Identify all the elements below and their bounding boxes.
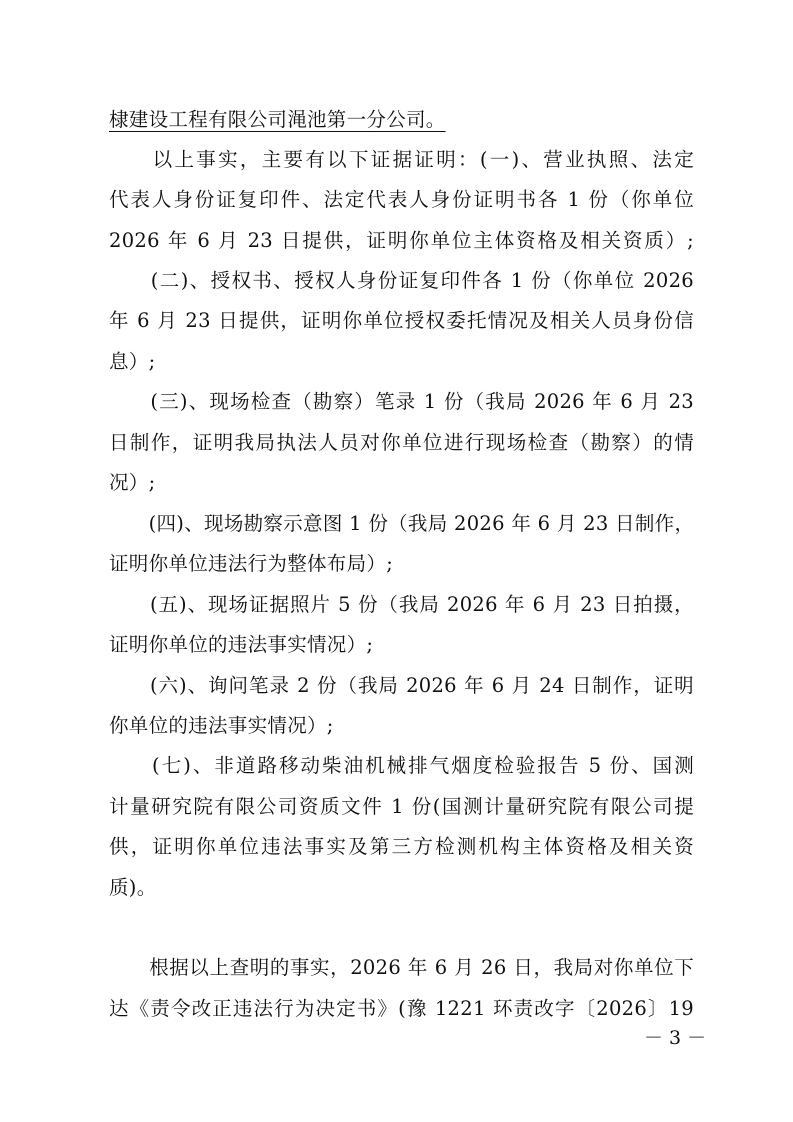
text-line-18: 计量研究院有限公司资质文件 1 份(国测计量研究院有限公司提: [109, 795, 694, 818]
text-line-6: 年 6 月 23 日提供，证明你单位授权委托情况及相关人员身份信: [109, 309, 694, 332]
text-line-21: 根据以上查明的事实，2026 年 6 月 26 日，我局对你单位下: [109, 956, 694, 979]
text-line-5: (二)、授权书、授权人身份证复印件各 1 份（你单位 2026: [109, 269, 694, 292]
text-line-11: (四)、现场勘察示意图 1 份（我局 2026 年 6 月 23 日制作，: [109, 512, 695, 535]
text-line-19: 供，证明你单位违法事实及第三方检测机构主体资格及相关资: [109, 835, 694, 858]
text-line-14: 证明你单位的违法事实情况）;: [109, 633, 374, 656]
text-line-15: (六)、询问笔录 2 份（我局 2026 年 6 月 24 日制作，证明: [109, 674, 694, 697]
text-line-13: (五)、现场证据照片 5 份（我局 2026 年 6 月 23 日拍摄，: [109, 593, 694, 616]
text-line-16: 你单位的违法事实情况）;: [109, 714, 334, 737]
text-line-12: 证明你单位违法行为整体布局）;: [109, 552, 394, 575]
text-line-2: 以上事实，主要有以下证据证明：(一)、营业执照、法定: [109, 148, 694, 171]
text-line-10: 况）;: [109, 471, 156, 494]
text-line-1: 棣建设工程有限公司渑池第一分公司。: [109, 108, 446, 131]
text-line-4: 2026 年 6 月 23 日提供，证明你单位主体资格及相关资质）;: [109, 229, 694, 252]
text-line-20: 质)。: [109, 876, 157, 899]
text-line-8: (三)、现场检查（勘察）笔录 1 份（我局 2026 年 6 月 23: [109, 390, 694, 413]
text-line-17: (七)、非道路移动柴油机械排气烟度检验报告 5 份、国测: [109, 754, 694, 777]
text-line-9: 日制作，证明我局执法人员对你单位进行现场检查（勘察）的情: [109, 431, 694, 454]
page-number: － 3 －: [644, 1027, 707, 1049]
text-line-3: 代表人身份证复印件、法定代表人身份证明书各 1 份（你单位: [109, 188, 694, 211]
text-line-22: 达《责令改正违法行为决定书》(豫 1221 环责改字〔2026〕19: [109, 997, 694, 1020]
text-line-7: 息）;: [109, 350, 156, 373]
